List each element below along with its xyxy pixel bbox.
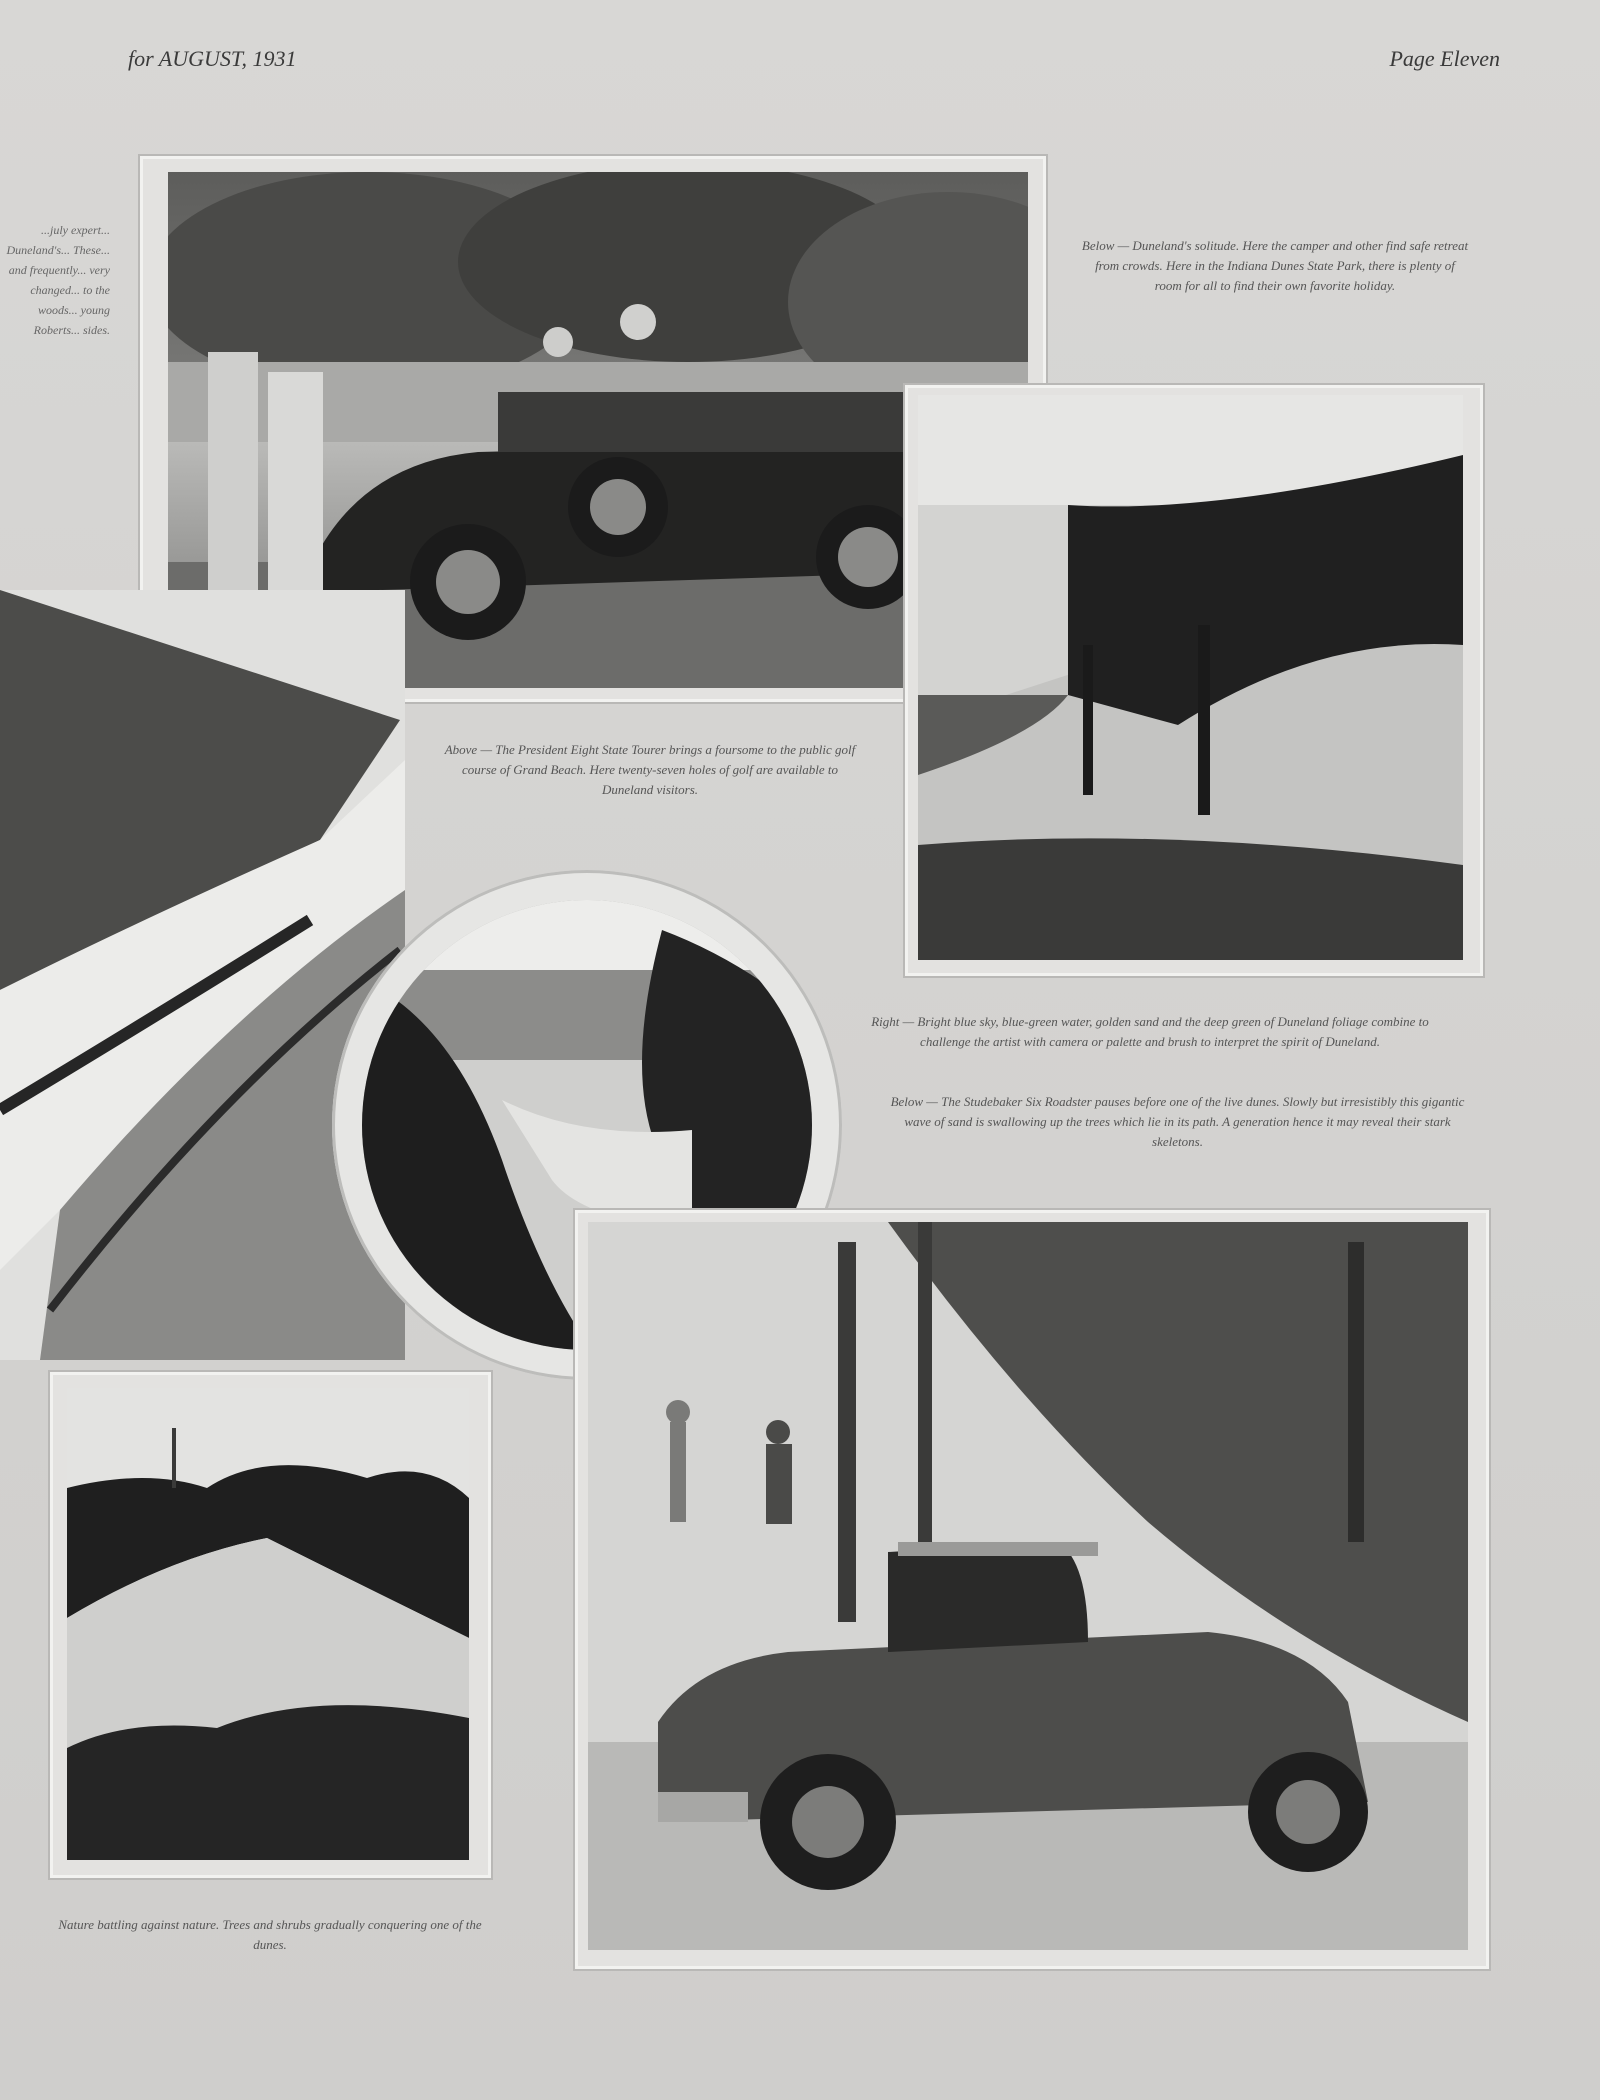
caption-right-artist: Right — Bright blue sky, blue-green water, golden sand and the deep green of Duneland foliage combine to challenge the artist with camera or palette and brush to interpret the spirit of Duneland. [871, 1014, 1429, 1049]
photo-trees-conquering-dune [67, 1388, 469, 1860]
photo-dune-road [0, 590, 405, 1360]
header-page-number: Page Eleven [1389, 46, 1500, 71]
left-margin-text-fragment: ...july expert... Duneland's... These... and frequently... very changed... to the woods... young Roberts... sides. [6, 223, 110, 337]
photo-roadster-dune [588, 1222, 1468, 1950]
photo-dune-trees [918, 395, 1463, 960]
caption-studebaker-roadster: Below — The Studebaker Six Roadster pauses before one of the live dunes. Slowly but irresistibly this gigantic wave of sand is swallowing up the trees which lie in its path. A generation hence it may reveal their stark skeletons. [890, 1094, 1465, 1149]
caption-duneland-solitude: Below — Duneland's solitude. Here the camper and other find safe retreat from crowds. Here in the Indiana Dunes State Park, there is plenty of room for all to find their own favorite holiday. [1081, 238, 1469, 293]
caption-nature-battling: Nature battling against nature. Trees and shrubs gradually conquering one of the dunes. [58, 1917, 482, 1952]
caption-touring-car: Above — The President Eight State Tourer brings a foursome to the public golf course of Grand Beach. Here twenty-seven holes of golf are available to Duneland visitors. [444, 742, 856, 797]
header-date: for AUGUST, 1931 [128, 46, 297, 71]
